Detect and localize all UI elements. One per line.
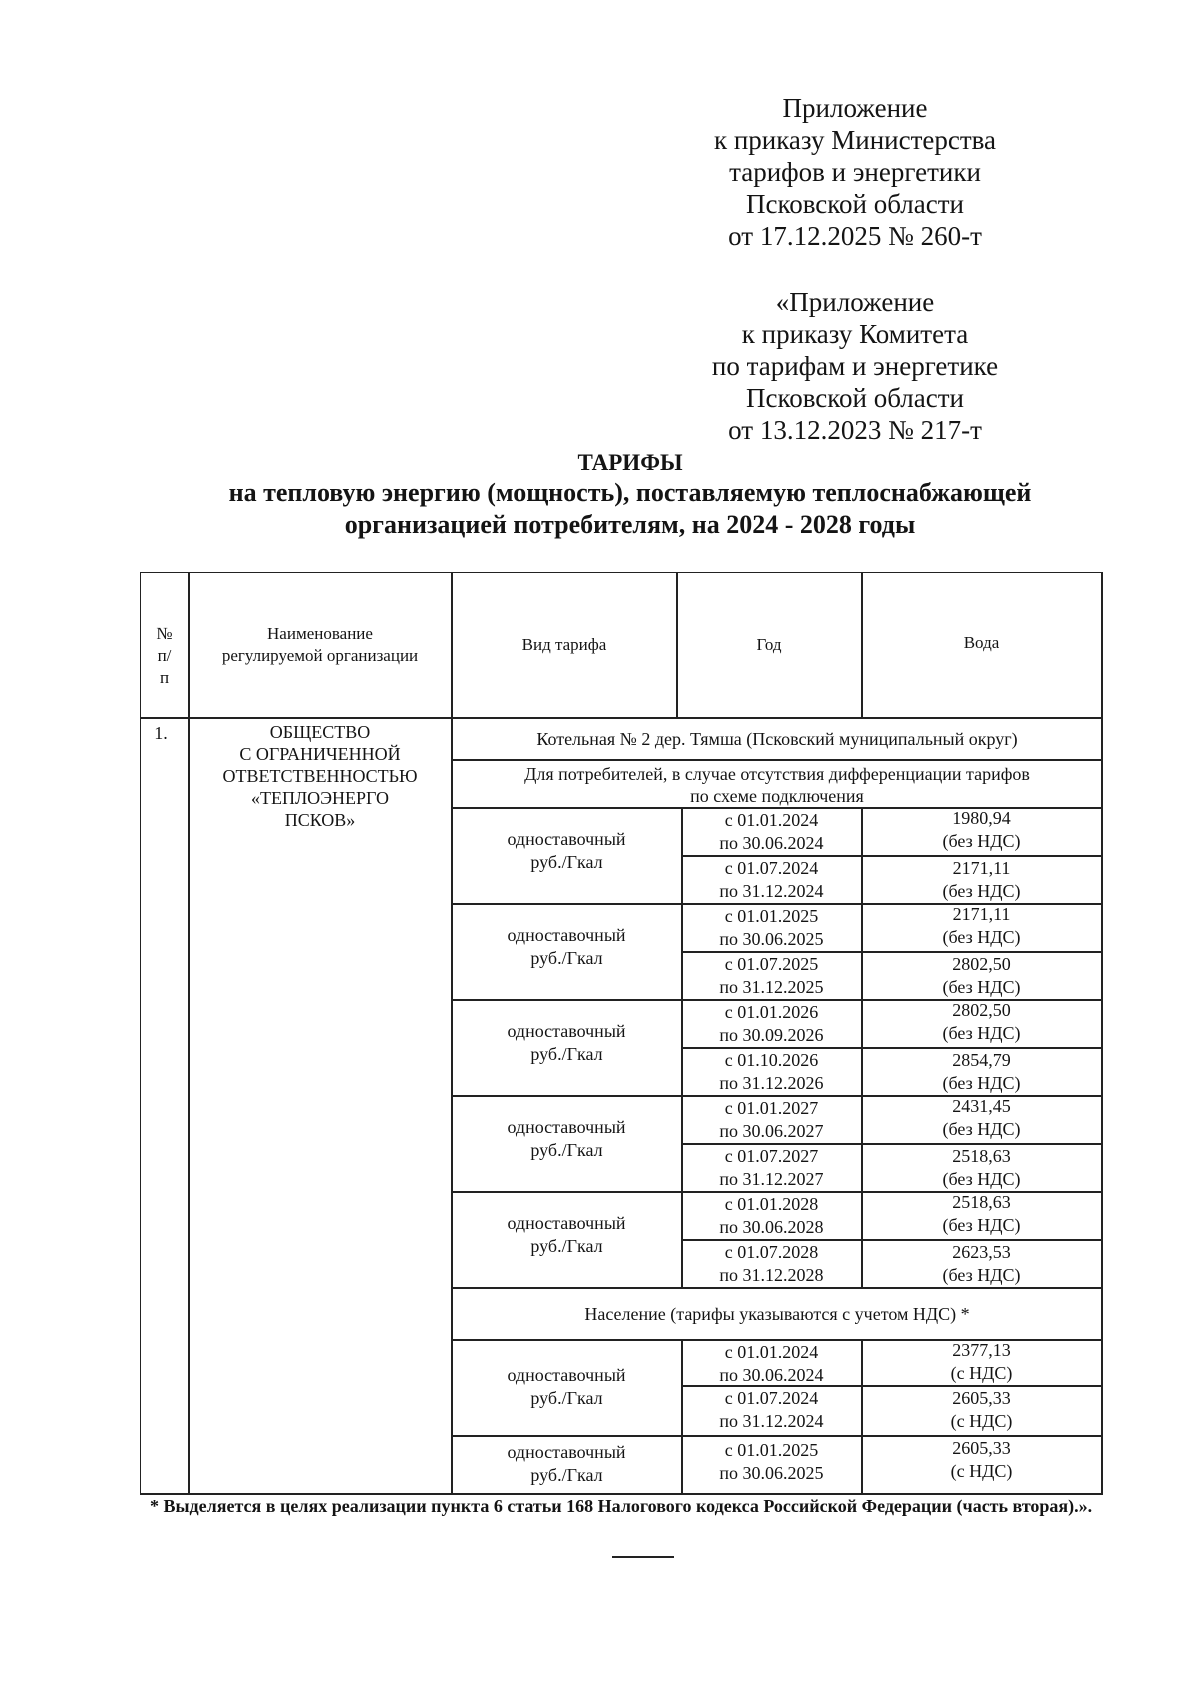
tariff-type-line: руб./Гкал [530,1388,603,1408]
value-line: (без НДС) [942,977,1021,997]
period-line: с 01.01.2028 [724,1194,819,1214]
appendix-line: по тарифам и энергетике [711,351,999,381]
tariff-type-line: руб./Гкал [530,1465,603,1485]
section-text: Для потребителей, в случае отсутствия дифференциации тарифов [524,764,1030,784]
period-line: по 30.09.2026 [719,1025,824,1045]
period-line: по 30.06.2025 [719,1463,824,1483]
tariff-value [862,999,1101,1045]
header-text: п [159,668,170,687]
tariff-value [862,1049,1101,1095]
period-line: по 31.12.2025 [719,977,824,997]
value-line: 2623,53 [952,1242,1011,1262]
tariff-type-line: одноставочный [507,925,626,945]
org-name-line: ПСКОВ» [284,810,356,830]
value-line: (с НДС) [950,1363,1013,1383]
period [682,1001,861,1047]
header-year: Год [756,635,782,654]
period [682,1341,861,1387]
section-text: по схеме подключения [690,786,864,806]
tariff-value [862,953,1101,999]
appendix-line: Псковской области [745,383,964,413]
value-line: 2171,11 [952,904,1011,924]
boiler-house-label: Котельная № 2 дер. Тямша (Псковский муниципальный округ) [536,729,1018,749]
tariff-type [452,1441,681,1487]
tariff-type-line: одноставочный [507,1021,626,1041]
org-name-line: ОТВЕТСТВЕННОСТЬЮ [222,766,418,786]
header-text: регулируемой организации [221,646,419,665]
appendix-header-new [690,92,1020,252]
table-divider [188,573,190,1495]
period-line: с 01.10.2026 [724,1050,819,1070]
period-line: по 30.06.2027 [719,1121,824,1141]
period [682,809,861,855]
row-number: 1. [154,722,168,743]
tariff-type [452,1116,681,1162]
period-line: по 31.12.2024 [719,1411,824,1431]
period [682,1439,861,1485]
period-line: по 31.12.2027 [719,1169,824,1189]
tariff-value [862,1095,1101,1141]
period [682,1387,861,1433]
period-line: с 01.07.2028 [724,1242,819,1262]
period [682,857,861,903]
organization-name [189,721,451,831]
table-border [1101,573,1103,1495]
tariff-type [452,1212,681,1258]
tariff-value [862,1241,1101,1287]
tariff-type-line: одноставочный [507,1117,626,1137]
appendix-line: от 13.12.2023 № 217-т [728,415,982,445]
tariff-value [862,857,1101,903]
tariff-value [862,807,1101,853]
tariff-type-line: руб./Гкал [530,948,603,968]
header-org [189,623,451,667]
value-line: 2377,13 [952,1340,1011,1360]
tariff-table [140,572,1103,1495]
value-line: 2605,33 [952,1388,1011,1408]
tariff-type-line: одноставочный [507,829,626,849]
period [682,1097,861,1143]
header-water: Вода [963,633,1000,652]
value-line: (без НДС) [942,1023,1021,1043]
period-line: по 30.06.2025 [719,929,824,949]
appendix-line: от 17.12.2025 № 260-т [728,221,982,251]
tariff-type-line: одноставочный [507,1213,626,1233]
tariff-value [862,903,1101,949]
period-line: по 31.12.2026 [719,1073,824,1093]
period [682,905,861,951]
tariff-type [452,924,681,970]
value-line: (без НДС) [942,927,1021,947]
tariff-value [862,1387,1101,1433]
period [682,1049,861,1095]
value-line: (с НДС) [950,1461,1013,1481]
header-text: п/ [157,646,172,665]
footnote: * Выделяется в целях реализации пункта 6 статьи 168 Налогового кодекса Российской Федерации (часть вторая).». [150,1496,1093,1516]
tariff-value [862,1339,1101,1385]
period-line: с 01.01.2026 [724,1002,819,1022]
value-line: (без НДС) [942,1169,1021,1189]
header-num [141,623,188,689]
header-tariff-type: Вид тарифа [521,635,607,654]
appendix-line: тарифов и энергетики [729,157,981,187]
document-title: ТАРИФЫ [577,450,683,475]
tariff-value [862,1437,1101,1483]
appendix-line: к приказу Комитета [741,319,969,349]
value-line: 2171,11 [952,858,1011,878]
appendix-line: Псковской области [745,189,964,219]
period-line: с 01.01.2027 [724,1098,819,1118]
document-subtitle: организацией потребителям, на 2024 - 2028 годы [344,510,916,539]
section-consumers [452,761,1102,807]
period-line: с 01.01.2025 [724,1440,819,1460]
value-line: (без НДС) [942,831,1021,851]
tariff-type-line: руб./Гкал [530,1044,603,1064]
period-line: с 01.01.2025 [724,906,819,926]
period-line: по 30.06.2028 [719,1217,824,1237]
tariff-type-line: одноставочный [507,1442,626,1462]
value-line: (без НДС) [942,1265,1021,1285]
period-line: по 31.12.2028 [719,1265,824,1285]
tariff-value [862,1145,1101,1191]
end-divider [612,1556,674,1558]
value-line: 2518,63 [952,1146,1011,1166]
period-line: с 01.01.2024 [724,810,819,830]
section-population: Население (тарифы указываются с учетом НДС) * [584,1304,970,1324]
value-line: (с НДС) [950,1411,1013,1431]
value-line: 2518,63 [952,1192,1011,1212]
period [682,1241,861,1287]
value-line: 2605,33 [952,1438,1011,1458]
tariff-type [452,828,681,874]
value-line: (без НДС) [942,1073,1021,1093]
document-subtitle: на тепловую энергию (мощность), поставляемую теплоснабжающей [228,478,1032,507]
value-line: 2431,45 [952,1096,1011,1116]
value-line: (без НДС) [942,1215,1021,1235]
period-line: по 31.12.2024 [719,881,824,901]
tariff-type [452,1020,681,1066]
appendix-line: «Приложение [775,287,935,317]
header-text: Наименование [267,624,373,643]
appendix-line: Приложение [782,93,928,123]
value-line: (без НДС) [942,1119,1021,1139]
tariff-type-line: руб./Гкал [530,852,603,872]
appendix-header-old [690,286,1020,446]
period-line: по 30.06.2024 [719,1365,824,1385]
org-name-line: ОБЩЕСТВО [269,722,371,742]
tariff-type-line: руб./Гкал [530,1140,603,1160]
tariff-type-line: руб./Гкал [530,1236,603,1256]
tariff-type-line: одноставочный [507,1365,626,1385]
org-name-line: С ОГРАНИЧЕННОЙ [239,744,401,764]
period-line: с 01.07.2025 [724,954,819,974]
period [682,1193,861,1239]
value-line: (без НДС) [942,881,1021,901]
value-line: 1980,94 [952,808,1011,828]
period-line: по 30.06.2024 [719,833,824,853]
tariff-type [452,1364,681,1410]
tariff-value [862,1191,1101,1237]
header-text: № [156,624,173,643]
period-line: с 01.07.2027 [724,1146,819,1166]
org-name-line: «ТЕПЛОЭНЕРГО [250,788,390,808]
period [682,953,861,999]
value-line: 2854,79 [952,1050,1011,1070]
period-line: с 01.07.2024 [724,858,819,878]
value-line: 2802,50 [952,954,1011,974]
value-line: 2802,50 [952,1000,1011,1020]
appendix-line: к приказу Министерства [713,125,997,155]
period-line: с 01.01.2024 [724,1342,819,1362]
period [682,1145,861,1191]
period-line: с 01.07.2024 [724,1388,819,1408]
